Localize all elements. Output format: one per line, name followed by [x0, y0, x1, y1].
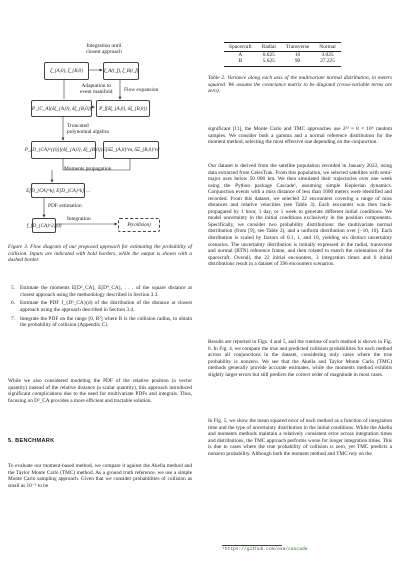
- step-number: 6.: [11, 300, 15, 307]
- step-text: Integrate the PDF on the range [0, R²] where R is the collision radius, to obtain the probability of collision (Appendix C).: [20, 315, 192, 329]
- section-heading-benchmark: 5. BENCHMARK: [8, 438, 55, 444]
- paragraph-results: Results are reported in Figs. 4 and 5, and the runtime of each method is shown in Fig. 6. In Fig. 4, we compare the true and predicted collision probabilities for each method across all conjunctions in the dataset, considering only cases where the true probability is nonzero. We see that the Akella and Taylor Monte Carlo (TMC) methods generally provide accurate estimates, while the moments method exhibits slightly larger errors but still predicts the correct order of magnitude in most cases.: [208, 339, 392, 378]
- table-cell: B: [224, 58, 257, 66]
- paragraph-mse: In Fig. 5, we show the mean squared error of each method as a function of integration time and the type of uncertainty distribution in the initial conditions. While the Akella and moments methods maintain a relatively consistent error across integration times and distributions, the TMC approach performs worse for longer integration times. This is due to cases where the true probability of collision is zero, yet TMC predicts a nonzero probability. Although both the moment method and TMC rely on the: [208, 418, 392, 457]
- label-integration: Integration: [67, 216, 91, 222]
- box-expected-moments-input: E[δΞ_{A,0}^m, δΞ_{B,0}^n]: [103, 141, 159, 159]
- column-header: Normal: [314, 43, 340, 52]
- flow-diagram: [0, 0, 200, 245]
- column-header: Transverse: [281, 43, 314, 52]
- column-header: Radial: [257, 43, 281, 52]
- footnote-divider: [222, 545, 282, 546]
- table-cell: 0.625: [262, 52, 275, 59]
- method-steps: [8, 285, 192, 331]
- label-flow-expansion: Flow expansion: [124, 87, 159, 93]
- paragraph-benchmark-intro: To evaluate our moment-based method, we compare it against the Akella method and the Taylor Monte Carlo (TMC) method. As a ground truth reference, we use a simple Monte Carlo sampling approach. Given that we consider probabilities of collision as small as 10⁻⁵ to be: [8, 463, 192, 489]
- list-item: [8, 316, 192, 329]
- step-text: Estimate the PDF f_{D²_CA}(d) of the distribution of the distance at closest approach using the approach described in Section 3.4.: [20, 300, 192, 313]
- step-number: 5.: [11, 285, 15, 291]
- label-adaptation: Adaptation to event manifold: [80, 83, 113, 96]
- box-pdf: f_{D_{CA}^2}(d): [32, 218, 56, 233]
- label-pdf-estimation: PDF estimation: [48, 203, 82, 209]
- table-header-row: [224, 43, 341, 52]
- box-initial-conditions: ξ̄_{A,0}, ξ̄_{B,0}: [44, 62, 89, 80]
- label-moments-propagation: Moments propagation: [64, 166, 112, 172]
- step-number: 7.: [11, 315, 15, 322]
- box-closest-approach-state: ξ̄_A(t_f), ξ̄_B(t_f): [103, 62, 139, 80]
- box-pf-polynomial: P_f(δξ_{A,0}, δξ_{B,0}): [96, 100, 150, 117]
- column-header: Spacecraft: [224, 43, 257, 52]
- paragraph-dataset: Our dataset is derived from the satellite population recorded in January 2022, using data extracted from CelesTrak. From this population, we selected satellites with semi-major axes below 50 000 km. We then simulated their trajectories over one week using the Python package Cascade¹, assuming simple Keplerian dynamics. Conjunction events with a miss distance of less than 1000 meters were identified and recorded. From this dataset, we selected 22 encounters covering a range of miss distances and relative velocities (see Table 3). Each encounter was then back-propagated by 1 hour, 1 day, or 1 week to generate different initial conditions. We model uncertainty in the initial conditions exclusively in the position components. Specifically, we consider two probability distributions: the multivariate normal distribution (from [9], see Table 2), and a uniform distribution over [−10, 10]. Each distribution is scaled by factors of 0.1, 1, and 10, yielding six distinct uncertainty scenarios. The uncertainty distribution is initially expressed in the radial, transverse and normal (RTN) reference frame, and then rotated to match the orientation of the spacecraft. Overall, the 22 initial encounters, 3 integration times and 6 initial distributions result in a dataset of 396 encounters scenarios.: [208, 163, 392, 268]
- step-text: Estimate the moments E[D²_CA], E[D⁴_CA], . . . of the square distance at closest approach using the methodology described in Section 3.3.: [20, 285, 192, 298]
- box-probability-of-collision-output: P(collision): [118, 218, 160, 232]
- footnote-link[interactable]: ¹https://github.com/esa/cascade: [222, 547, 308, 552]
- table-cell: 10: [294, 52, 301, 59]
- box-pc-polynomial: P_{C_A}(δξ_{A,0}, δξ_{B,0}): [31, 100, 92, 117]
- box-pd-polynomial: P_{D_{CA}^{(t)}}(δξ_{A,0}, δξ_{B,0}): [31, 141, 96, 159]
- label-integration-until-closest: Integration until closest approach: [86, 43, 122, 56]
- variance-table: [224, 42, 341, 67]
- table-row: [224, 52, 341, 59]
- table-cell: 3.025: [321, 52, 334, 59]
- label-truncated-algebra: Truncated polynomial algebra: [67, 123, 109, 136]
- table-cell: 90: [281, 58, 314, 66]
- box-distance-moments: E[D_{CA}^k], E[D_{CA}^k], ...: [31, 183, 85, 198]
- table-2-caption: Table 2. Variance along each axis of the multivariate normal distribution, in meters squared. We assume the covariance matrix to be diagonal (cross-variable terms are zero).: [208, 75, 392, 95]
- paragraph-sampling: significant [11], the Monte Carlo and TMC approaches use 2²³ ≈ 8 × 10⁶ random samples. We consider both a gamma and a normal reference distribution for the moment method, selecting the most effective one depending on the conjunction.: [208, 126, 392, 146]
- list-item: [8, 285, 192, 298]
- table-row: [224, 58, 341, 66]
- paragraph-relative-position: While we also considered modeling the PDF of the relative position (a vector quantity) instead of the relative distance (a scalar quantity), this approach introduced significant complications due to the need for multivariate PDFs and integrals. Thus, focusing on D²_CA provides a more efficient and tractable solution.: [8, 378, 192, 404]
- table-cell: A: [238, 52, 243, 59]
- list-item: [8, 300, 192, 313]
- steps-list: [8, 285, 192, 329]
- table-cell: 27.225: [314, 58, 340, 66]
- figure-3-caption: Figure 3. Flow diagram of our proposed approach for estimating the probability of collision. Inputs are indicated with bold borders, while the output is shown with a dashed border.: [8, 244, 192, 264]
- table-cell: 5.625: [257, 58, 281, 66]
